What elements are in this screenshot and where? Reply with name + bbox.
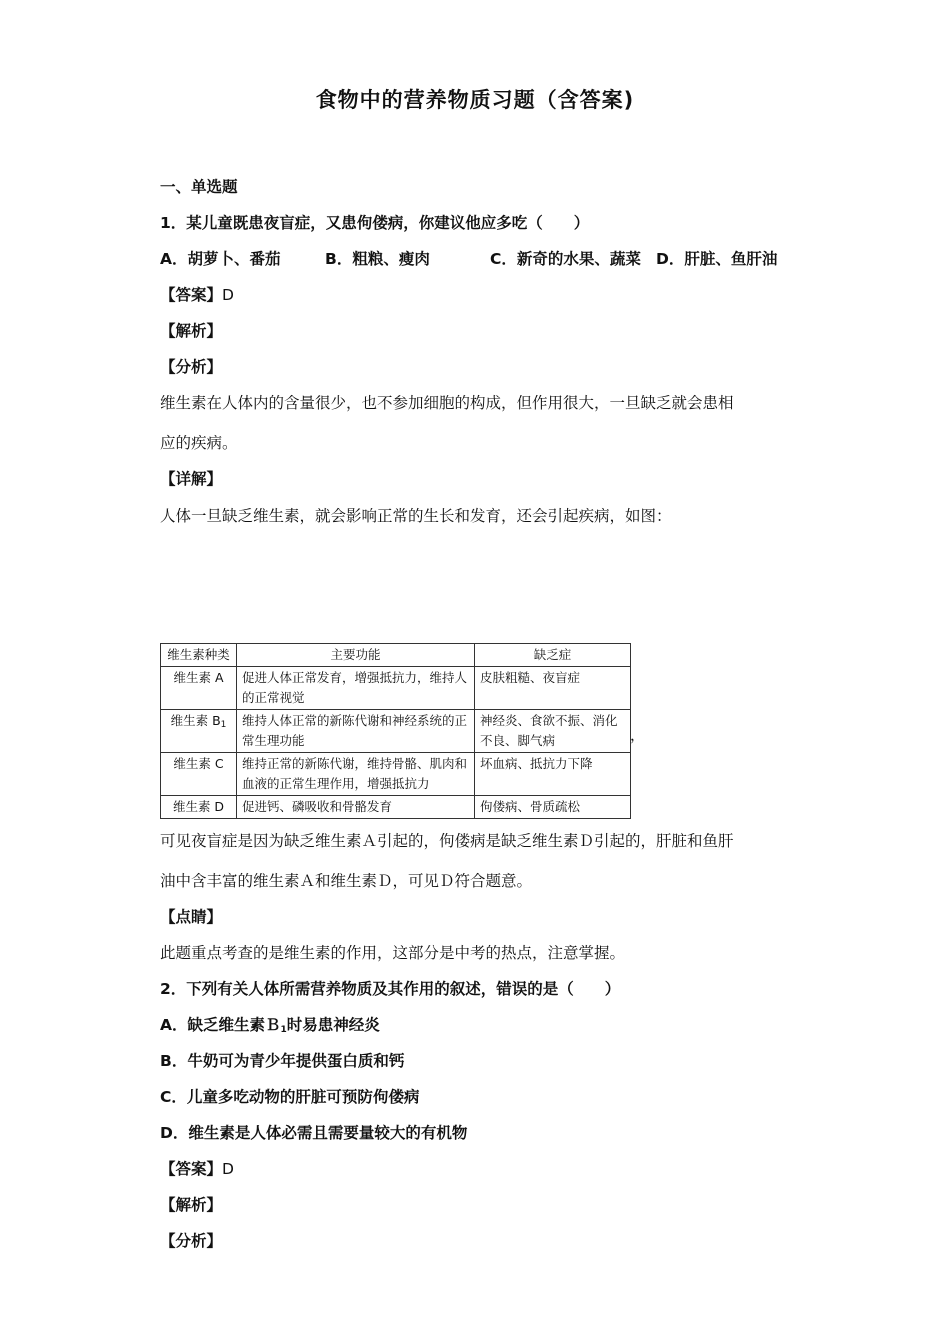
q1-answer-value: D [222, 286, 234, 304]
table-header-deficiency: 缺乏症 [475, 644, 631, 667]
q1-analysis-label: 【解析】 [160, 322, 223, 340]
q2-stem: 2．下列有关人体所需营养物质及其作用的叙述，错误的是（ ） [160, 980, 621, 998]
q1-fenxi-text-1: 维生素在人体内的含量很少，也不参加细胞的构成，但作用很大，一旦缺乏就会患相 [160, 394, 734, 412]
q2-option-d: D．维生素是人体必需且需要量较大的有机物 [160, 1124, 468, 1142]
q1-option-b: B．粗粮、瘦肉 [325, 250, 430, 268]
table-cell-deficiency: 坏血病、抵抗力下降 [475, 753, 631, 796]
q2-answer [160, 1158, 800, 1180]
q2-option-b: B．牛奶可为青少年提供蛋白质和钙 [160, 1052, 405, 1070]
q1-answer [160, 284, 800, 306]
table-trailing-comma: ， [630, 726, 646, 744]
page-title: 食物中的营养物质习题（含答案) [315, 88, 635, 112]
q2-fenxi-label: 【分析】 [160, 1232, 223, 1250]
q1-detail-label: 【详解】 [160, 470, 223, 488]
table-cell-deficiency: 神经炎、食欲不振、消化不良、脚气病 [475, 710, 631, 753]
table-cell-vitamin: 维生素 C [161, 753, 237, 796]
table-row [161, 710, 631, 753]
q1-fenxi-label: 【分析】 [160, 358, 223, 376]
table-cell-vitamin: 维生素 A [161, 667, 237, 710]
q1-detail-text-1: 人体一旦缺乏维生素，就会影响正常的生长和发育，还会引起疾病，如图： [160, 507, 672, 525]
q1-detail-text-3: 油中含丰富的维生素Ａ和维生素Ｄ，可见Ｄ符合题意。 [160, 872, 533, 890]
table-cell-deficiency: 佝偻病、骨质疏松 [475, 796, 631, 819]
q1-stem: 1．某儿童既患夜盲症，又患佝偻病，你建议他应多吃（ ） [160, 214, 590, 232]
q1-answer-label: 【答案】 [160, 286, 223, 304]
q2-option-a-text: A．缺乏维生素Ｂ [160, 1016, 281, 1034]
q2-option-a-tail: 时易患神经炎 [286, 1016, 380, 1034]
table-cell-function: 维持人体正常的新陈代谢和神经系统的正常生理功能 [237, 710, 475, 753]
q2-analysis-label: 【解析】 [160, 1196, 223, 1214]
q1-point-text: 此题重点考查的是维生素的作用，这部分是中考的热点，注意掌握。 [160, 944, 626, 962]
vitamin-table [160, 643, 631, 819]
section-heading: 一、单选题 [160, 178, 238, 196]
table-cell-deficiency: 皮肤粗糙、夜盲症 [475, 667, 631, 710]
table-cell-function: 维持正常的新陈代谢，维持骨骼、肌肉和血液的正常生理作用，增强抵抗力 [237, 753, 475, 796]
vitamin-b-subscript: 1 [220, 720, 227, 730]
q1-option-d: D．肝脏、鱼肝油 [656, 250, 778, 268]
table-header-function: 主要功能 [237, 644, 475, 667]
table-row [161, 667, 631, 710]
table-cell-vitamin [161, 710, 237, 753]
q2-answer-value: D [222, 1160, 234, 1178]
vitamin-b-name: 维生素 B [170, 713, 221, 728]
table-row [161, 753, 631, 796]
table-header-row [161, 644, 631, 667]
q1-point-label: 【点睛】 [160, 908, 223, 926]
table-row [161, 796, 631, 819]
q1-detail-text-2: 可见夜盲症是因为缺乏维生素Ａ引起的，佝偻病是缺乏维生素Ｄ引起的，肝脏和鱼肝 [160, 832, 734, 850]
q2-answer-label: 【答案】 [160, 1160, 223, 1178]
q2-option-a-subscript: 1 [280, 1025, 287, 1035]
q2-option-a [160, 1014, 800, 1041]
q1-option-c: C．新奇的水果、蔬菜 [490, 250, 641, 268]
q1-option-a: A．胡萝卜、番茄 [160, 250, 281, 268]
q1-fenxi-text-2: 应的疾病。 [160, 434, 238, 452]
table-cell-function: 促进人体正常发育，增强抵抗力，维持人的正常视觉 [237, 667, 475, 710]
table-cell-vitamin: 维生素 D [161, 796, 237, 819]
table-header-type: 维生素种类 [161, 644, 237, 667]
q2-option-c: C．儿童多吃动物的肝脏可预防佝偻病 [160, 1088, 420, 1106]
table-cell-function: 促进钙、磷吸收和骨骼发育 [237, 796, 475, 819]
